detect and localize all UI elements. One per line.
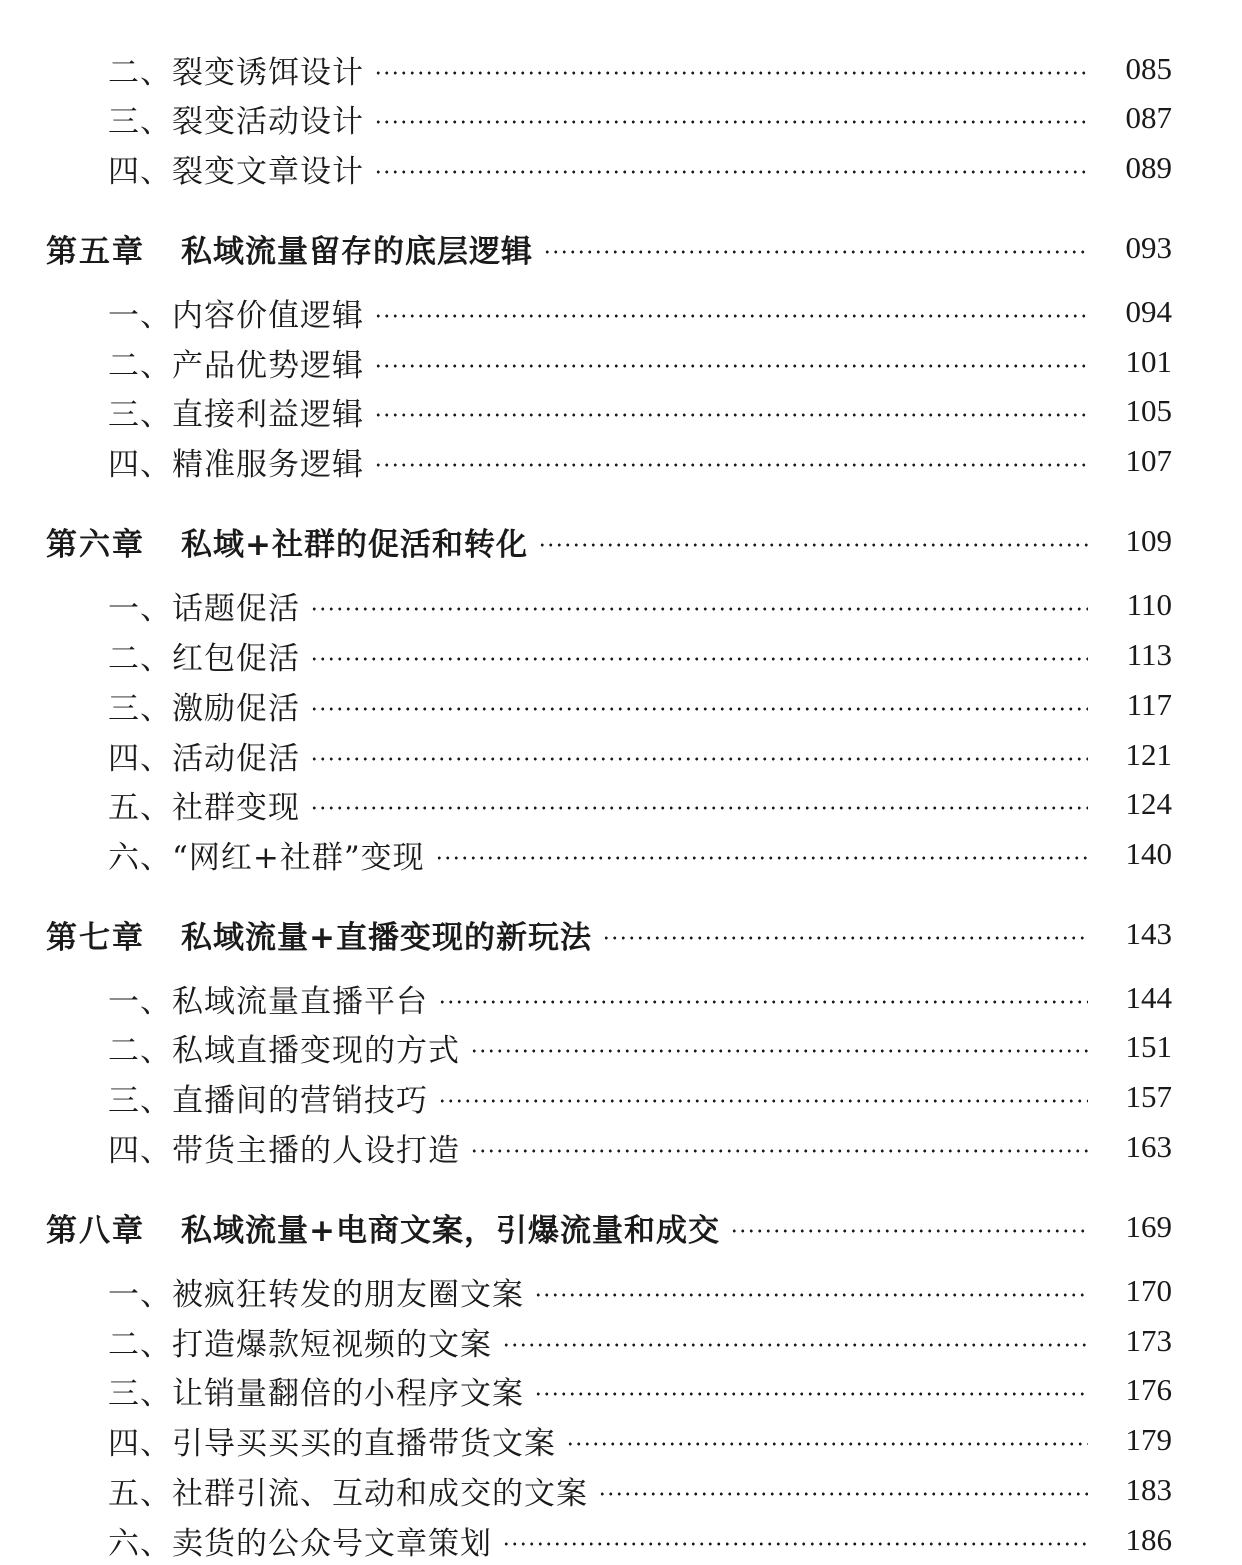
section-title: 五、社群引流、互动和成交的文案 <box>108 1475 588 1512</box>
dot-leader <box>602 936 1088 940</box>
chapter-number: 第六章 <box>46 526 145 563</box>
toc-section-row[interactable] <box>0 1266 1242 1316</box>
toc-section-row[interactable] <box>0 1022 1242 1072</box>
dot-leader <box>598 1492 1088 1496</box>
dot-leader <box>374 170 1088 174</box>
toc-section-row[interactable] <box>0 1515 1242 1565</box>
toc-section-row[interactable] <box>0 1122 1242 1172</box>
page-number: 110 <box>1126 587 1172 622</box>
section-title: 六、卖货的公众号文章策划 <box>108 1525 492 1562</box>
section-title: 一、内容价值逻辑 <box>108 297 364 334</box>
page-number: 170 <box>1125 1273 1172 1308</box>
toc-section-row[interactable] <box>0 1072 1242 1122</box>
section-title: 三、裂变活动设计 <box>108 103 364 140</box>
dot-leader <box>438 1099 1088 1103</box>
toc-section-row[interactable] <box>0 1415 1242 1465</box>
dot-leader <box>435 856 1088 860</box>
dot-leader <box>534 1293 1088 1297</box>
toc-section-row[interactable] <box>0 730 1242 780</box>
page-number: 144 <box>1125 980 1172 1015</box>
dot-leader <box>310 657 1088 661</box>
dot-leader <box>566 1442 1088 1446</box>
page-number: 094 <box>1125 294 1172 329</box>
toc-chapter-row[interactable] <box>0 516 1242 566</box>
section-title: 四、精准服务逻辑 <box>108 446 364 483</box>
section-title: 四、活动促活 <box>108 740 300 777</box>
toc-section-row[interactable] <box>0 580 1242 630</box>
section-title: 五、社群变现 <box>108 789 300 826</box>
page-number: 186 <box>1125 1522 1172 1557</box>
page-number: 163 <box>1125 1129 1172 1164</box>
dot-leader <box>374 463 1088 467</box>
section-title: 三、直接利益逻辑 <box>108 396 364 433</box>
chapter-number: 第五章 <box>46 233 145 270</box>
page-number: 183 <box>1125 1472 1172 1507</box>
section-title: 二、产品优势逻辑 <box>108 347 364 384</box>
dot-leader <box>374 120 1088 124</box>
dot-leader <box>374 364 1088 368</box>
section-title: 三、激励促活 <box>108 690 300 727</box>
page-number: 089 <box>1125 150 1172 185</box>
dot-leader <box>502 1343 1088 1347</box>
toc-chapter-row[interactable] <box>0 909 1242 959</box>
page-number: 087 <box>1125 100 1172 135</box>
toc-section-row[interactable] <box>0 779 1242 829</box>
toc-section-row[interactable] <box>0 1365 1242 1415</box>
section-title: 六、“网红+社群”变现 <box>108 839 425 876</box>
chapter-title: 私域流量+直播变现的新玩法 <box>181 919 592 956</box>
toc-section-row[interactable] <box>0 337 1242 387</box>
page-number: 169 <box>1125 1209 1172 1244</box>
section-title: 二、裂变诱饵设计 <box>108 54 364 91</box>
dot-leader <box>470 1149 1088 1153</box>
toc-chapter-row[interactable] <box>0 1202 1242 1252</box>
toc-section-row[interactable] <box>0 973 1242 1023</box>
toc-section-row[interactable] <box>0 630 1242 680</box>
page-number: 173 <box>1125 1323 1172 1358</box>
section-title: 二、红包促活 <box>108 640 300 677</box>
dot-leader <box>502 1542 1088 1546</box>
section-title: 一、话题促活 <box>108 590 300 627</box>
section-title: 一、私域流量直播平台 <box>108 983 428 1020</box>
page-number: 117 <box>1126 687 1172 722</box>
dot-leader <box>374 413 1088 417</box>
toc-section-row[interactable] <box>0 1316 1242 1366</box>
dot-leader <box>310 607 1088 611</box>
dot-leader <box>543 250 1088 254</box>
toc-chapter-row[interactable] <box>0 223 1242 273</box>
chapter-number: 第七章 <box>46 919 145 956</box>
section-title: 三、直播间的营销技巧 <box>108 1082 428 1119</box>
page-number: 140 <box>1125 836 1172 871</box>
page-number: 157 <box>1125 1079 1172 1114</box>
toc-section-row[interactable] <box>0 287 1242 337</box>
section-title: 一、被疯狂转发的朋友圈文案 <box>108 1276 524 1313</box>
page-number: 085 <box>1125 51 1172 86</box>
toc-section-row[interactable] <box>0 44 1242 94</box>
page-number: 121 <box>1125 737 1172 772</box>
dot-leader <box>730 1229 1088 1233</box>
dot-leader <box>438 1000 1088 1004</box>
section-title: 二、私域直播变现的方式 <box>108 1032 460 1069</box>
page-number: 101 <box>1125 344 1172 379</box>
section-title: 四、裂变文章设计 <box>108 153 364 190</box>
toc-section-row[interactable] <box>0 93 1242 143</box>
page-number: 113 <box>1126 637 1172 672</box>
page-number: 093 <box>1125 230 1172 265</box>
toc-section-row[interactable] <box>0 1465 1242 1515</box>
toc-section-row[interactable] <box>0 436 1242 486</box>
chapter-title: 私域+社群的促活和转化 <box>181 526 528 563</box>
toc-section-row[interactable] <box>0 680 1242 730</box>
toc-section-row[interactable] <box>0 143 1242 193</box>
dot-leader <box>470 1049 1088 1053</box>
page-number: 143 <box>1125 916 1172 951</box>
toc-section-row[interactable] <box>0 829 1242 879</box>
dot-leader <box>310 806 1088 810</box>
page-number: 179 <box>1125 1422 1172 1457</box>
section-title: 二、打造爆款短视频的文案 <box>108 1326 492 1363</box>
page-number: 124 <box>1125 786 1172 821</box>
dot-leader <box>310 707 1088 711</box>
page-number: 151 <box>1125 1029 1172 1064</box>
page-number: 109 <box>1125 523 1172 558</box>
dot-leader <box>374 314 1088 318</box>
dot-leader <box>538 543 1088 547</box>
section-title: 三、让销量翻倍的小程序文案 <box>108 1375 524 1412</box>
page-number: 107 <box>1125 443 1172 478</box>
chapter-title: 私域流量+电商文案，引爆流量和成交 <box>181 1212 720 1249</box>
toc-section-row[interactable] <box>0 386 1242 436</box>
page-number: 176 <box>1125 1372 1172 1407</box>
dot-leader <box>310 757 1088 761</box>
section-title: 四、带货主播的人设打造 <box>108 1132 460 1169</box>
page-number: 105 <box>1125 393 1172 428</box>
dot-leader <box>374 71 1088 75</box>
chapter-title: 私域流量留存的底层逻辑 <box>181 233 533 270</box>
section-title: 四、引导买买买的直播带货文案 <box>108 1425 556 1462</box>
chapter-number: 第八章 <box>46 1212 145 1249</box>
dot-leader <box>534 1392 1088 1396</box>
